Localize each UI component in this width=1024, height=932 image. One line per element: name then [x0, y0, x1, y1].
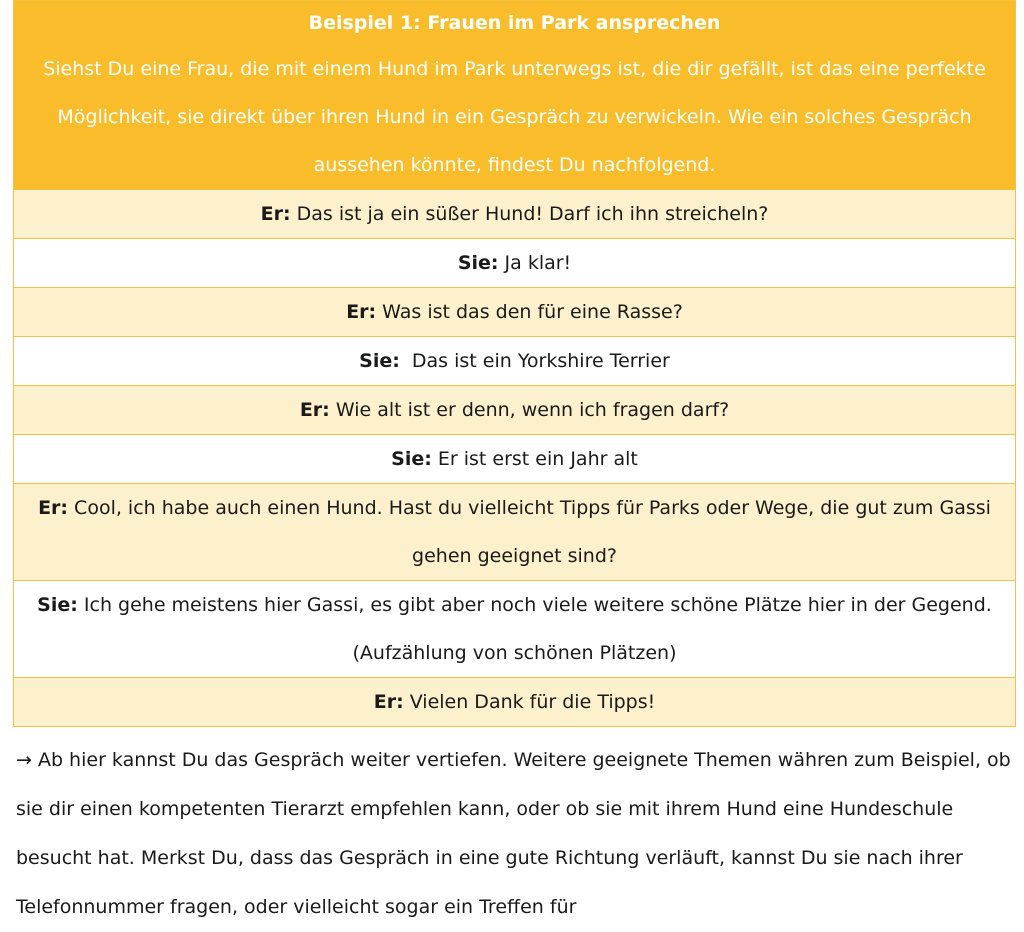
utterance-text: Das ist ein Yorkshire Terrier: [399, 350, 670, 372]
dialogue-line: [14, 435, 1016, 484]
dialogue-line: [14, 337, 1016, 386]
dialogue-line: [14, 239, 1016, 288]
speaker-label: Sie:: [37, 594, 78, 616]
speaker-label: Sie:: [391, 448, 432, 470]
dialogue-row: [14, 386, 1016, 435]
utterance-text: Das ist ja ein süßer Hund! Darf ich ihn streicheln?: [290, 203, 769, 225]
speaker-label: Er:: [299, 399, 330, 421]
utterance-text: Wie alt ist er denn, wenn ich fragen darf?: [329, 399, 730, 421]
utterance-text: Cool, ich habe auch einen Hund. Hast du vielleicht Tipps für Parks oder Wege, die gut zum Gassi gehen geeignet sind?: [68, 497, 997, 567]
utterance-text: Was ist das den für eine Rasse?: [376, 301, 683, 323]
speaker-label: Sie:: [359, 350, 400, 372]
arrow-icon: →: [16, 749, 32, 771]
speaker-label: Er:: [260, 203, 291, 225]
speaker-label: Er:: [346, 301, 377, 323]
dialogue-row: [14, 581, 1016, 678]
dialogue-row: [14, 239, 1016, 288]
header-row: [14, 1, 1016, 190]
followup-paragraph: [16, 736, 1012, 932]
dialogue-row: [14, 288, 1016, 337]
dialogue-table: [13, 0, 1016, 727]
header-cell: [14, 1, 1016, 190]
dialogue-row: [14, 435, 1016, 484]
dialogue-line: [14, 288, 1016, 337]
utterance-text: Ja klar!: [498, 252, 572, 274]
dialogue-line: [14, 190, 1016, 239]
speaker-label: Sie:: [457, 252, 499, 274]
dialogue-line: [14, 484, 1016, 581]
speaker-label: Er:: [38, 497, 69, 519]
dialogue-line: [14, 678, 1016, 727]
speaker-label: Er:: [373, 691, 404, 713]
example-intro: Siehst Du eine Frau, die mit einem Hund im Park unterwegs ist, die dir gefällt, ist das eine perfekte Möglichkeit, sie direkt über ihren Hund in ein Gespräch zu verwickeln. Wie ein solches Gespräch aussehen könnte, findest Du nachfolgend.: [43, 58, 986, 176]
dialogue-line: [14, 386, 1016, 435]
dialogue-row: [14, 678, 1016, 727]
utterance-text: Er ist erst ein Jahr alt: [431, 448, 638, 470]
dialogue-row: [14, 484, 1016, 581]
example-title: Beispiel 1: Frauen im Park ansprechen: [308, 12, 721, 34]
utterance-text: Ich gehe meistens hier Gassi, es gibt aber noch viele weitere schöne Plätze hier in der Gegend. (Aufzählung von schönen Plätzen): [77, 594, 998, 664]
dialogue-line: [14, 581, 1016, 678]
utterance-text: Vielen Dank für die Tipps!: [403, 691, 656, 713]
dialogue-row: [14, 190, 1016, 239]
followup-text: Ab hier kannst Du das Gespräch weiter vertiefen. Weitere geeignete Themen währen zum Beispiel, ob sie dir einen kompetenten Tierarzt empfehlen kann, oder ob sie mit ihrem Hund eine Hundeschule besucht hat. Merkst Du, dass das Gespräch in eine gute Richtung verläuft, kannst Du sie nach ihrer Telefonnummer fragen, oder vielleicht sogar ein Treffen für: [16, 749, 1011, 918]
dialogue-row: [14, 337, 1016, 386]
